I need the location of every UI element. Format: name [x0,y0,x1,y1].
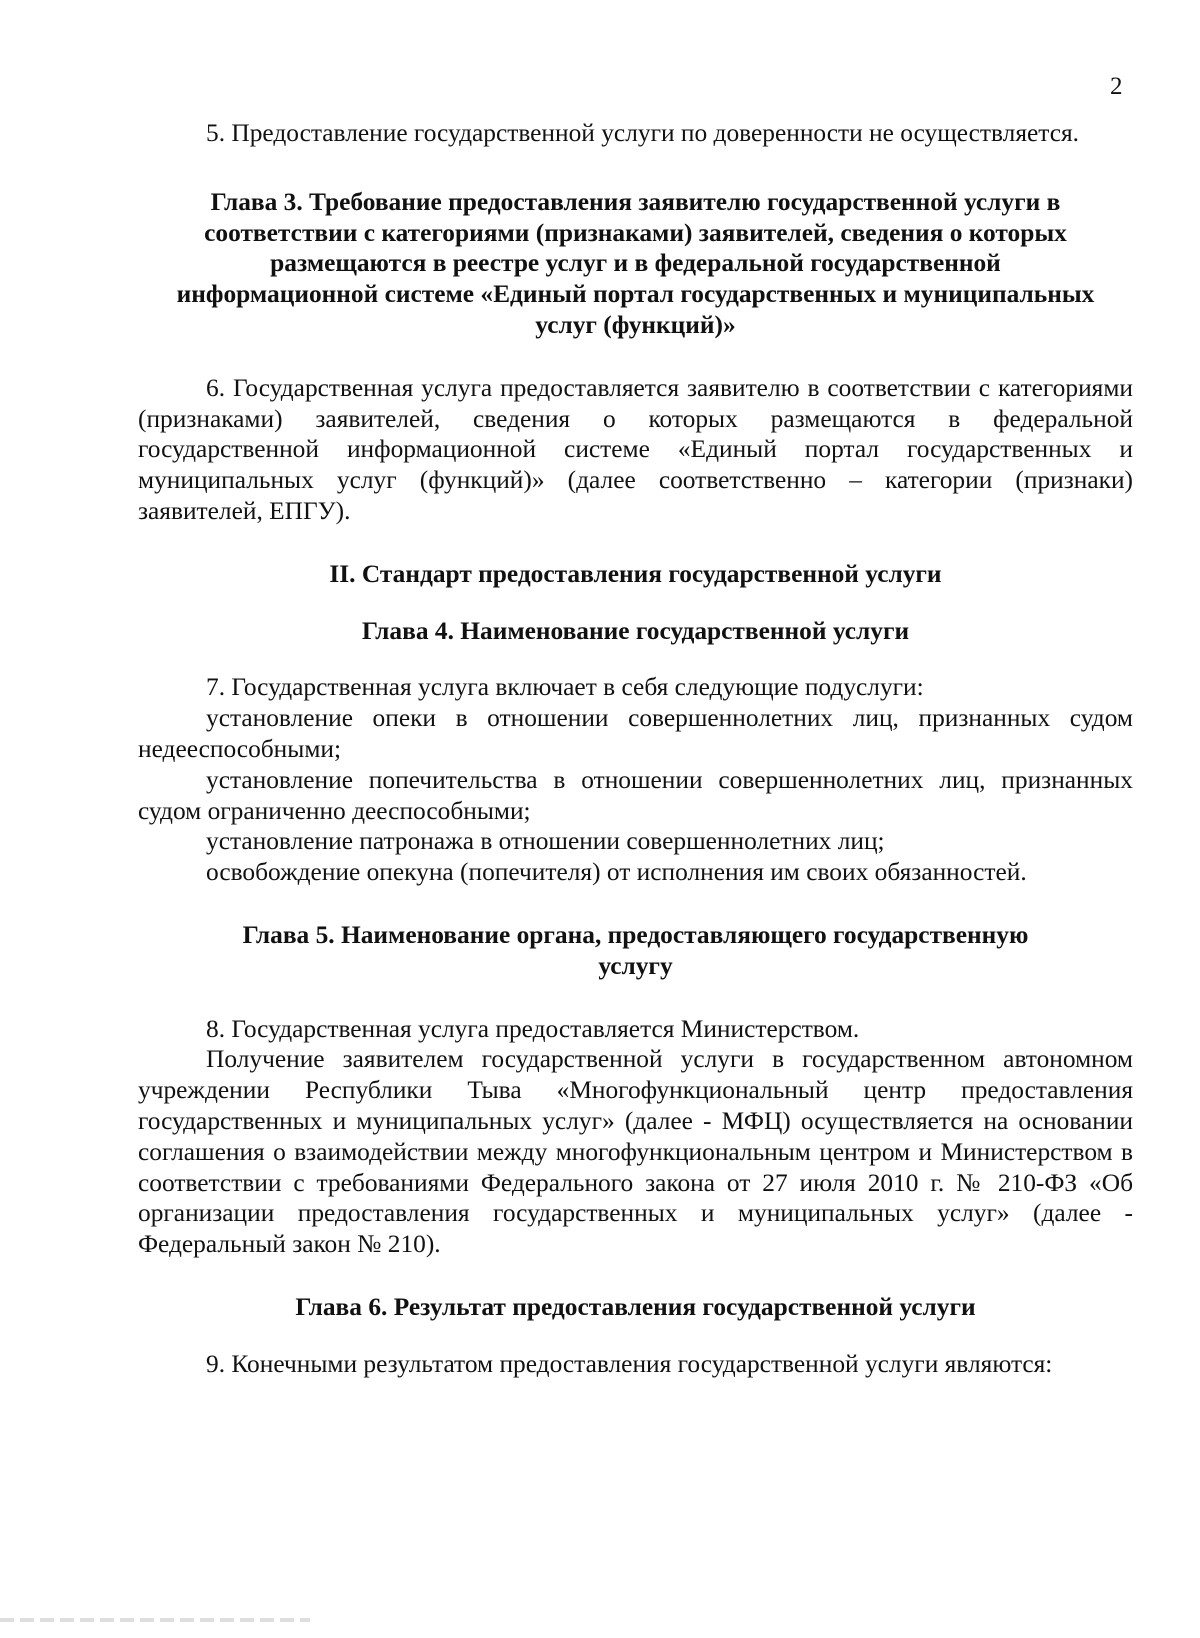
chapter-4-heading: Глава 4. Наименование государственной услуги [361,616,910,645]
document-body [138,118,1133,1380]
chapter-5-heading-line: услугу [598,951,673,980]
section-2-heading: II. Стандарт предоставления государственной услуги [329,559,942,588]
subservice-item: установление опеки в отношении совершеннолетних лиц, признанных судом недееспособными; [138,704,1133,763]
chapter-3-heading-line: размещаются в реестре услуг и в федеральной государственной [270,249,1001,278]
paragraph-7-intro: 7. Государственная услуга включает в себя следующие подуслуги: [206,673,924,702]
chapter-3-heading [138,187,1133,341]
scan-artifact [0,1618,310,1622]
chapter-5-heading-line: Глава 5. Наименование органа, предоставляющего государственную [242,920,1029,949]
paragraph-9: 9. Конечными результатом предоставления государственной услуги являются: [206,1349,1053,1378]
chapter-3-heading-line: информационной системе «Единый портал государственных и муниципальных [176,280,1095,309]
paragraph-5: 5. Предоставление государственной услуги по доверенности не осуществляется. [206,119,1080,147]
paragraph-6: 6. Государственная услуга предоставляется заявителю в соответствии с категориями (признаками) заявителей, сведения о которых размещаются в федеральной государственной информационной системе «Единый портал государственных и муниципальных услуг (функций)» (далее соответственно – категории (признаки) заявителей, ЕПГУ). [138,373,1133,525]
paragraph-8: 8. Государственная услуга предоставляется Министерством. [206,1014,860,1043]
chapter-3-heading-line: услуг (функций)» [535,310,736,339]
chapter-3-heading-line: Глава 3. Требование предоставления заявителю государственной услуги в [210,187,1061,216]
chapter-5-heading [138,920,1133,982]
subservice-item: освобождение опекуна (попечителя) от исполнения им своих обязанностей. [206,858,1027,887]
subservice-item: установление патронажа в отношении совершеннолетних лиц; [206,827,885,856]
page-number: 2 [1110,73,1123,100]
paragraph-8-mfc: Получение заявителем государственной услуги в государственном автономном учреждении Республики Тыва «Многофункциональный центр предоставления государственных и муниципальных услуг» (далее - МФЦ) осуществляется на основании соглашения о взаимодействии между многофункциональным центром и Министерством в соответствии с требованиями Федерального закона от 27 июля 2010 г. № 210-ФЗ «Об организации предоставления государственных и муниципальных услуг» (далее - Федеральный закон № 210). [138,1045,1133,1259]
subservice-item: установление попечительства в отношении совершеннолетних лиц, признанных судом ограниченно дееспособными; [138,765,1133,825]
chapter-3-heading-line: соответствии с категориями (признаками) заявителей, сведения о которых [204,218,1067,247]
chapter-6-heading: Глава 6. Результат предоставления государственной услуги [295,1292,976,1321]
